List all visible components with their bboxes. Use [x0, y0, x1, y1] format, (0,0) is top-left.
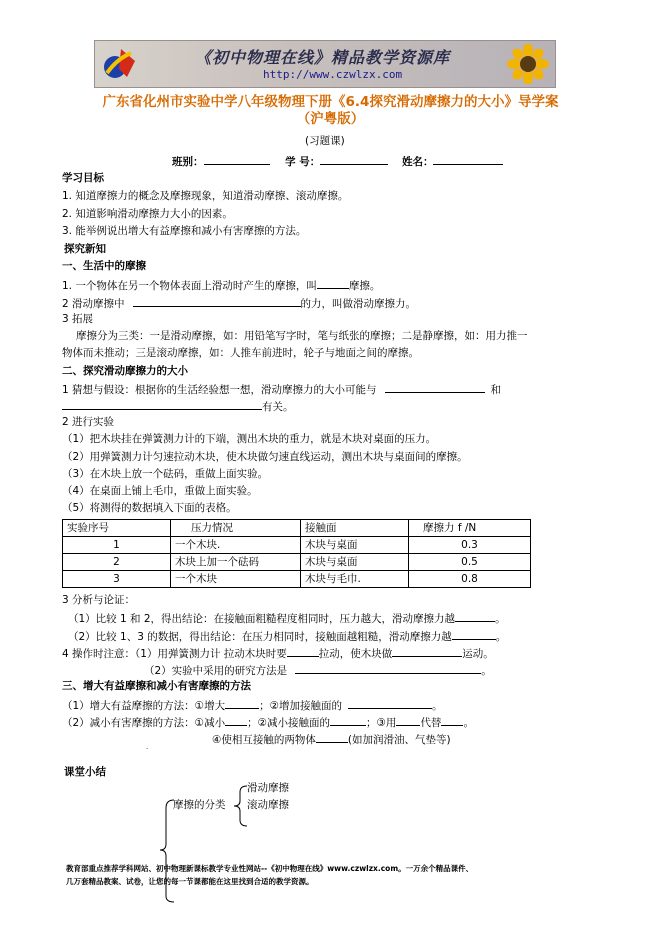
analysis-item-2-end: 。	[495, 631, 507, 643]
part1-q1-text-end: 摩擦。	[348, 280, 381, 292]
summary-branch-rolling: 滚动摩擦	[247, 799, 289, 811]
part3-heading: 三、增大有益摩擦和减小有害摩擦的方法	[62, 680, 251, 692]
part2-q1-text-end: 有关。	[262, 401, 294, 413]
operation-note-2-end: 。	[481, 665, 492, 677]
experiment-step: （2）用弹簧测力计匀速拉动木块，使木块做匀速直线运动，测出木块与桌面间的摩擦。	[62, 451, 468, 463]
part1-q3-label: 3 拓展	[62, 313, 94, 325]
table-cell: 0.8	[409, 571, 531, 588]
table-header: 压力情况	[171, 520, 301, 537]
part3-item-2-mid-1: ；②减小接触面的	[247, 717, 331, 729]
table-cell: 木块与桌面	[300, 537, 408, 554]
table-cell: 3	[63, 571, 171, 588]
part3-item-1-text: （1）增大有益摩擦的方法：①增大	[62, 700, 226, 712]
table-row	[63, 571, 531, 588]
analysis-item-1-text: （1）比较 1 和 2，得出结论：在接触面粗糙程度相同时，压力越大，滑动摩擦力越	[68, 613, 456, 625]
banner-title: 《初中物理在线》精品教学资源库	[195, 48, 451, 67]
table-cell: 一个木块	[171, 571, 301, 588]
operation-note-1-blank-1[interactable]	[287, 645, 319, 657]
part1-q1	[62, 277, 380, 293]
operation-note-1-text: 4 操作时注意：（1）用弹簧测力计 拉动木块时要	[62, 648, 287, 660]
analysis-heading: 3 分析与论证：	[62, 594, 136, 606]
part2-q1-text: 1 猜想与假设：根据你的生活经验想一想，滑动摩擦力的大小可能与	[62, 384, 377, 396]
part1-q2	[62, 295, 416, 311]
table-cell: 0.3	[409, 537, 531, 554]
operation-note-2-text: （2）实验中采用的研究方法是	[144, 665, 288, 677]
part3-item-2	[62, 714, 474, 730]
name-blank[interactable]	[433, 153, 503, 165]
part3-item-3	[212, 731, 451, 747]
part3-item-2-mid-3: 代替	[420, 717, 442, 729]
part2-heading: 二、探究滑动摩擦力的大小	[62, 365, 188, 377]
part2-q1	[62, 381, 501, 397]
table-cell: 木块上加一个砝码	[171, 554, 301, 571]
experiment-table	[62, 519, 531, 588]
part1-heading: 一、生活中的摩擦	[62, 260, 146, 272]
student-info-line	[172, 153, 503, 169]
part3-item-2-mid-2: ；③用	[366, 717, 397, 729]
document-title	[0, 94, 661, 128]
analysis-item-2-text: （2）比较 1、3 的数据，得出结论：在压力相同时，接触面越粗糙，滑动摩擦力越	[68, 631, 452, 643]
part3-item-1	[62, 697, 443, 713]
part3-item-1-end: 。	[432, 700, 443, 712]
site-logo-icon	[101, 43, 141, 83]
part3-item-3-text: ④使相互接触的两物体	[212, 734, 316, 746]
section-heading-goals: 学习目标	[62, 172, 104, 184]
part3-item-1-blank-2[interactable]	[348, 697, 432, 709]
sunflower-icon	[505, 44, 551, 84]
goal-item: 1. 知道摩擦力的概念及摩擦现象，知道滑动摩擦、滚动摩擦。	[62, 190, 349, 202]
part1-q2-text: 2 滑动摩擦中	[62, 298, 125, 310]
lesson-type: (习题课)	[305, 135, 345, 147]
part1-q2-blank[interactable]	[133, 295, 301, 307]
table-row	[63, 537, 531, 554]
table-header: 接触面	[300, 520, 408, 537]
part3-item-2-blank-4[interactable]	[441, 714, 463, 726]
analysis-item-1-blank[interactable]	[455, 610, 495, 622]
table-cell: 1	[63, 537, 171, 554]
table-cell: 一个木块.	[171, 537, 301, 554]
operation-note-2-blank[interactable]	[295, 662, 481, 674]
footer-line-1: 教育部重点推荐学科网站、初中物理新课标教学专业性网站--《初中物理在线》www.czwlzx.com。一万余个精品课件、	[66, 864, 474, 873]
part3-item-1-mid: ；②增加接触面的	[259, 700, 343, 712]
part1-q3-text: 物体而未推动；三是滚动摩擦，如：人推车前进时，轮子与地面之间的摩擦。	[62, 347, 419, 359]
summary-heading: 课堂小结	[64, 766, 106, 778]
site-banner	[94, 40, 556, 88]
experiment-step: （5）将测得的数据填入下面的表格。	[62, 502, 237, 514]
part3-item-1-blank-1[interactable]	[225, 697, 259, 709]
part2-q1-blank-2[interactable]	[62, 398, 262, 410]
analysis-item-2-blank[interactable]	[452, 628, 496, 640]
part2-q1-blank-1[interactable]	[385, 381, 485, 393]
summary-branch-sliding: 滑动摩擦	[247, 782, 289, 794]
part3-item-2-blank-3[interactable]	[396, 714, 420, 726]
table-cell: 2	[63, 554, 171, 571]
part3-item-2-blank-2[interactable]	[330, 714, 366, 726]
part1-q1-text: 1. 一个物体在另一个物体表面上滑动时产生的摩擦，叫	[62, 280, 317, 292]
part1-q2-text-end: 的力，叫做滑动摩擦力。	[300, 298, 417, 310]
part3-item-3-blank[interactable]	[316, 731, 348, 743]
experiment-step: （1）把木块挂在弹簧测力计的下端，测出木块的重力，就是木块对桌面的压力。	[62, 433, 437, 445]
analysis-item-1	[68, 610, 506, 626]
table-cell: 0.5	[409, 554, 531, 571]
number-label: 学 号：	[285, 156, 321, 168]
goal-item: 3. 能举例说出增大有益摩擦和减小有害摩擦的方法。	[62, 225, 307, 237]
operation-note-1-blank-2[interactable]	[392, 645, 462, 657]
operation-note-1-end: 运动。	[462, 648, 494, 660]
stray-dot: .	[146, 743, 149, 751]
experiment-step: （4）在桌面上铺上毛巾，重做上面实验。	[62, 485, 258, 497]
part2-q2-label: 2 进行实验	[62, 416, 115, 428]
number-blank[interactable]	[320, 153, 388, 165]
part3-item-2-text: （2）减小有害摩擦的方法：①减小	[62, 717, 226, 729]
table-header: 实验序号	[63, 520, 171, 537]
part1-q1-blank[interactable]	[317, 277, 349, 289]
section-heading-explore: 探究新知	[64, 243, 106, 255]
class-label: 班别：	[172, 156, 204, 168]
part3-item-3-end: (如加润滑油、气垫等)	[347, 734, 451, 746]
part2-q1-line2	[62, 398, 294, 414]
footer-line-2: 几万套精品教案、试卷，让您的每一节课都能在这里找到合适的教学资源。	[66, 877, 314, 886]
summary-root: 摩擦的分类	[173, 799, 226, 811]
operation-note-1-mid: 拉动，使木块做	[318, 648, 393, 660]
part3-item-2-blank-1[interactable]	[225, 714, 247, 726]
part3-item-2-end: 。	[463, 717, 474, 729]
table-cell: 木块与毛巾.	[300, 571, 408, 588]
table-header: 摩擦力 f /N	[409, 520, 531, 537]
class-blank[interactable]	[204, 153, 270, 165]
table-cell: 木块与桌面	[300, 554, 408, 571]
operation-note-1	[62, 645, 494, 661]
goal-item: 2. 知道影响滑动摩擦力大小的因素。	[62, 208, 233, 220]
analysis-item-2	[68, 628, 506, 644]
name-label: 姓名：	[401, 156, 434, 168]
part2-q1-and: 和	[490, 384, 502, 396]
table-row	[63, 554, 531, 571]
part1-q3-text: 摩擦分为三类：一是滑动摩擦，如：用铅笔写字时，笔与纸张的摩擦；二是静摩擦，如：用力推一	[76, 330, 528, 342]
banner-url[interactable]: http://www.czwlzx.com	[263, 68, 403, 81]
title-line-2: （沪粤版）	[296, 111, 365, 127]
operation-note-2	[144, 662, 492, 678]
title-line-1: 广东省化州市实验中学八年级物理下册《6.4探究滑动摩擦力的大小》导学案	[102, 94, 559, 110]
experiment-step: （3）在木块上放一个砝码，重做上面实验。	[62, 468, 269, 480]
table-header-row	[63, 520, 531, 537]
analysis-item-1-end: 。	[495, 613, 506, 625]
